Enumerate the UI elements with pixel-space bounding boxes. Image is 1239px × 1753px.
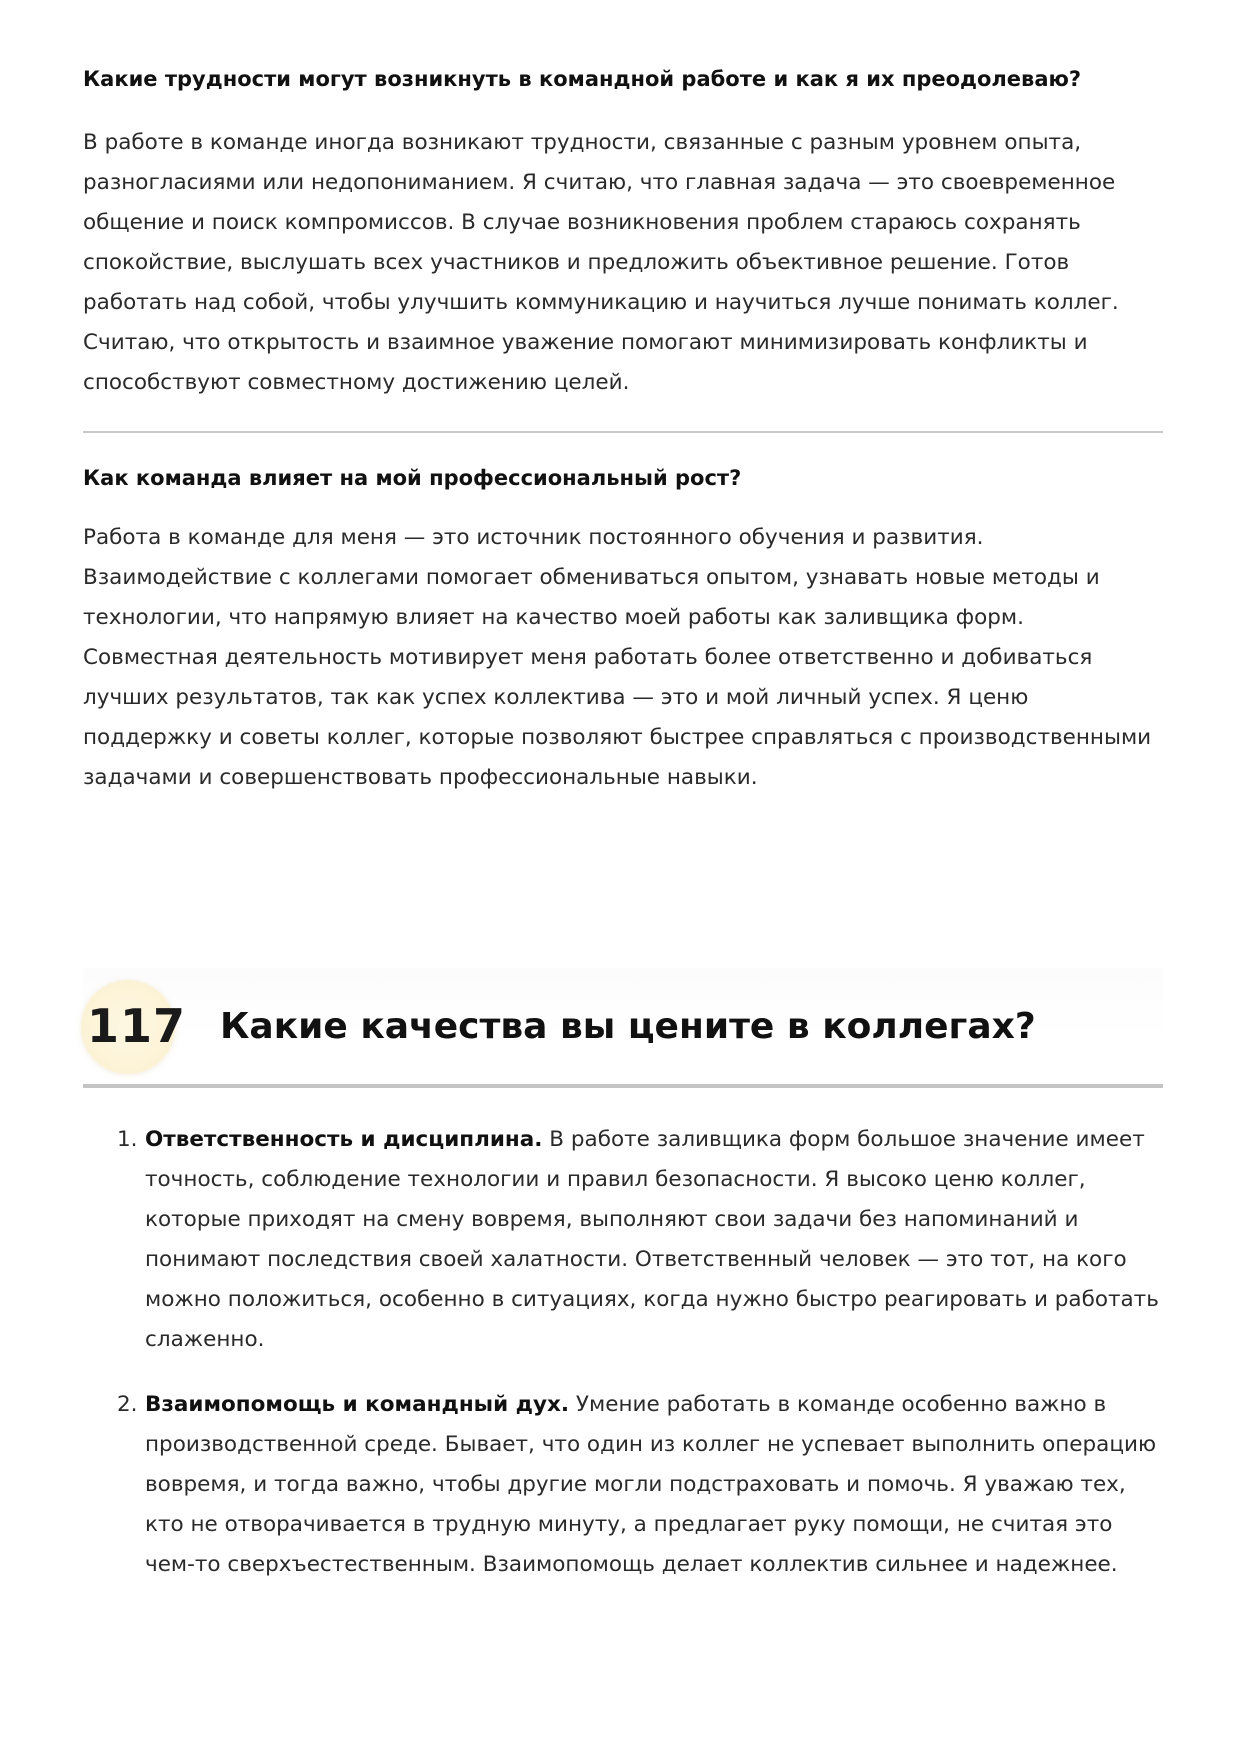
- chapter-number: 117: [87, 999, 187, 1053]
- list-item-term: Ответственность и дисциплина.: [145, 1127, 543, 1152]
- section-heading: Какие трудности могут возникнуть в командной работе и как я их преодолеваю?: [83, 67, 1082, 91]
- qualities-list: [83, 1120, 1163, 1585]
- list-item-term: Взаимопомощь и командный дух.: [145, 1392, 570, 1417]
- list-item-text: В работе заливщика форм большое значение имеет точность, соблюдение технологии и правил безопасности. Я высоко ценю коллег, которые приходят на смену вовремя, выполняют свои задачи без напоминаний и понимают последствия своей халатности. Ответственный человек — это тот, на кого можно положиться, особенно в ситуациях, когда нужно быстро реагировать и работать слаженно.: [145, 1127, 1159, 1352]
- section-divider: [83, 431, 1163, 433]
- chapter-header: [83, 968, 1163, 1086]
- section-growth: [83, 463, 1163, 798]
- list-item: [83, 1120, 1163, 1360]
- section-difficulties: [83, 64, 1163, 403]
- chapter-title: Какие качества вы цените в коллегах?: [220, 1006, 1036, 1047]
- section-paragraph: В работе в команде иногда возникают трудности, связанные с разным уровнем опыта, разногласиями или недопониманием. Я считаю, что главная задача — это своевременное общение и поиск компромиссов. В случае возникновения проблем стараюсь сохранять спокойствие, выслушать всех участников и предложить объективное решение. Готов работать над собой, чтобы улучшить коммуникацию и научиться лучше понимать коллег. Считаю, что открытость и взаимное уважение помогают минимизировать конфликты и способствуют совместному достижению целей.: [83, 130, 1119, 395]
- section-paragraph: Работа в команде для меня — это источник постоянного обучения и развития. Взаимодействие с коллегами помогает обмениваться опытом, узнавать новые методы и технологии, что напрямую влияет на качество моей работы как заливщика форм. Совместная деятельность мотивирует меня работать более ответственно и добиваться лучших результатов, так как успех коллектива — это и мой личный успех. Я ценю поддержку и советы коллег, которые позволяют быстрее справляться с производственными задачами и совершенствовать профессиональные навыки.: [83, 525, 1152, 790]
- document-page: [83, 60, 1163, 798]
- list-item-number: 2.: [117, 1392, 138, 1417]
- list-item: [83, 1385, 1163, 1585]
- section-heading: Как команда влияет на мой профессиональный рост?: [83, 466, 742, 490]
- list-item-number: 1.: [117, 1127, 138, 1152]
- list-item-text: Умение работать в команде особенно важно в производственной среде. Бывает, что один из коллег не успевает выполнить операцию вовремя, и тогда важно, чтобы другие могли подстраховать и помочь. Я уважаю тех, кто не отворачивается в трудную минуту, а предлагает руку помощи, не считая это чем-то сверхъестественным. Взаимопомощь делает коллектив сильнее и надежнее.: [145, 1392, 1157, 1577]
